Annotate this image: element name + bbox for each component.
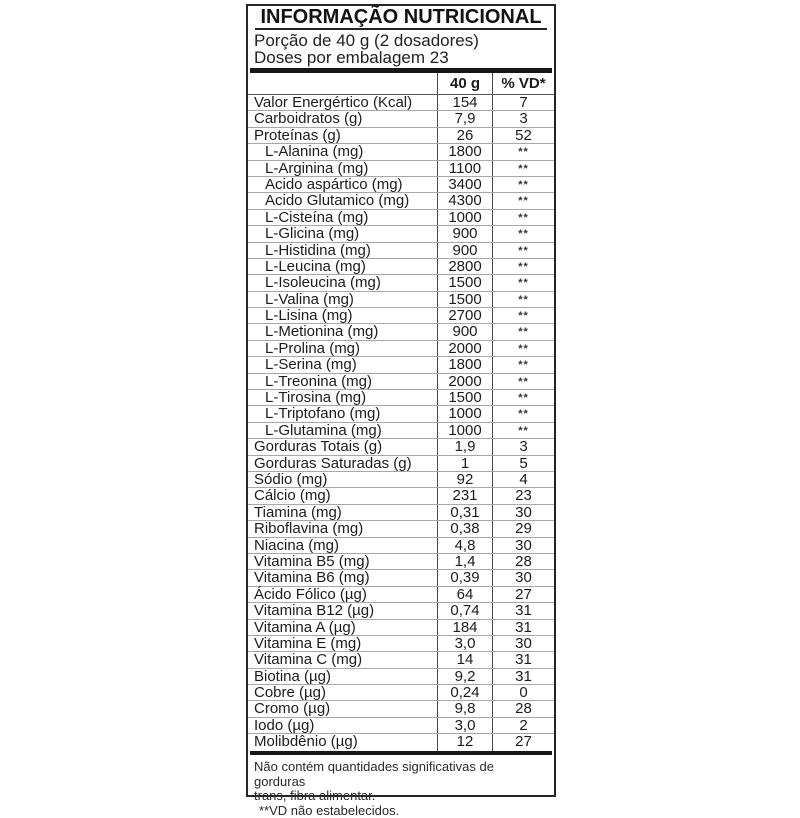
table-row [248, 341, 554, 357]
nutrient-label: L-Glutamina (mg) [248, 423, 437, 438]
table-row [248, 603, 554, 619]
nutrient-dv: 30 [492, 636, 554, 651]
table-row [248, 521, 554, 537]
nutrient-amount: 2000 [437, 341, 492, 356]
nutrient-dv: 28 [492, 554, 554, 569]
table-row [248, 128, 554, 144]
nutrient-label: Gorduras Saturadas (g) [248, 456, 437, 471]
nutrient-label: Vitamina A (µg) [248, 620, 437, 635]
nutrient-amount: 900 [437, 324, 492, 339]
table-row [248, 538, 554, 554]
nutrient-amount: 14 [437, 652, 492, 667]
table-row [248, 210, 554, 226]
nutrient-dv: ** [492, 275, 554, 290]
table-row [248, 292, 554, 308]
nutrient-dv: 30 [492, 505, 554, 520]
nutrient-amount: 900 [437, 243, 492, 258]
table-row [248, 193, 554, 209]
nutrient-amount: 1000 [437, 406, 492, 421]
nutrient-dv: 30 [492, 538, 554, 553]
nutrient-label: Cobre (µg) [248, 685, 437, 700]
table-row [248, 685, 554, 701]
nutrient-dv: ** [492, 390, 554, 405]
nutrient-amount: 4,8 [437, 538, 492, 553]
table-row [248, 406, 554, 422]
nutrient-dv: ** [492, 243, 554, 258]
nutrient-label: Sódio (mg) [248, 472, 437, 487]
nutrient-label: L-Serina (mg) [248, 357, 437, 372]
nutrient-amount: 0,74 [437, 603, 492, 618]
nutrient-dv: 28 [492, 701, 554, 716]
table-row [248, 357, 554, 373]
nutrient-label: L-Metionina (mg) [248, 324, 437, 339]
table-row [248, 669, 554, 685]
nutrient-dv: 31 [492, 669, 554, 684]
table-row [248, 177, 554, 193]
table-row [248, 472, 554, 488]
table-row [248, 243, 554, 259]
nutrient-amount: 0,38 [437, 521, 492, 536]
column-header-amount: 40 g [437, 73, 492, 94]
nutrient-amount: 154 [437, 95, 492, 110]
nutrient-dv: 3 [492, 439, 554, 454]
nutrient-label: Valor Energértico (Kcal) [248, 95, 437, 110]
footnote-line: **VD não estabelecidos. [254, 804, 548, 818]
nutrient-amount: 9,2 [437, 669, 492, 684]
serving-size-line: Porção de 40 g (2 dosadores) [254, 32, 548, 49]
nutrient-label: L-Prolina (mg) [248, 341, 437, 356]
nutrient-amount: 3,0 [437, 636, 492, 651]
nutrient-dv: ** [492, 161, 554, 176]
nutrient-dv: 23 [492, 488, 554, 503]
nutrient-dv: 7 [492, 95, 554, 110]
nutrient-label: Cromo (µg) [248, 701, 437, 716]
nutrient-dv: ** [492, 324, 554, 339]
table-row [248, 620, 554, 636]
nutrient-label: L-Glicina (mg) [248, 226, 437, 241]
nutrient-amount: 3400 [437, 177, 492, 192]
nutrient-label: Vitamina E (mg) [248, 636, 437, 651]
table-row [248, 111, 554, 127]
nutrient-dv: ** [492, 144, 554, 159]
table-row [248, 701, 554, 717]
nutrient-label: Biotina (µg) [248, 669, 437, 684]
nutrient-dv: 27 [492, 734, 554, 750]
nutrient-amount: 1000 [437, 210, 492, 225]
table-row [248, 652, 554, 668]
nutrient-label: Ácido Fólico (µg) [248, 587, 437, 602]
nutrient-amount: 1500 [437, 390, 492, 405]
nutrient-label: L-Isoleucina (mg) [248, 275, 437, 290]
table-row [248, 587, 554, 603]
nutrient-amount: 26 [437, 128, 492, 143]
table-row [248, 734, 554, 750]
nutrient-amount: 1000 [437, 423, 492, 438]
nutrient-amount: 1,9 [437, 439, 492, 454]
nutrient-label: Carboidratos (g) [248, 111, 437, 126]
nutrient-amount: 64 [437, 587, 492, 602]
nutrient-amount: 1100 [437, 161, 492, 176]
nutrition-facts-table [246, 4, 556, 797]
nutrient-dv: ** [492, 210, 554, 225]
nutrient-dv: ** [492, 308, 554, 323]
nutrient-dv: ** [492, 406, 554, 421]
nutrient-label: Vitamina B5 (mg) [248, 554, 437, 569]
nutrient-label: Iodo (µg) [248, 718, 437, 733]
nutrient-label: Vitamina B12 (µg) [248, 603, 437, 618]
nutrient-dv: 52 [492, 128, 554, 143]
nutrient-dv: 31 [492, 620, 554, 635]
footnote-line: Não contém quantidades significativas de gorduras [254, 760, 548, 789]
nutrient-amount: 231 [437, 488, 492, 503]
nutrient-dv: 27 [492, 587, 554, 602]
nutrient-dv: ** [492, 193, 554, 208]
nutrient-label: L-Histidina (mg) [248, 243, 437, 258]
nutrient-label: L-Cisteína (mg) [248, 210, 437, 225]
table-row [248, 275, 554, 291]
table-row [248, 423, 554, 439]
table-row [248, 161, 554, 177]
nutrient-amount: 9,8 [437, 701, 492, 716]
nutrient-amount: 92 [437, 472, 492, 487]
table-row [248, 488, 554, 504]
table-row [248, 259, 554, 275]
nutrient-amount: 1,4 [437, 554, 492, 569]
table-row [248, 226, 554, 242]
nutrient-dv: 2 [492, 718, 554, 733]
nutrient-dv: ** [492, 374, 554, 389]
table-row [248, 95, 554, 111]
nutrient-dv: ** [492, 259, 554, 274]
nutrient-label: L-Arginina (mg) [248, 161, 437, 176]
nutrient-amount: 3,0 [437, 718, 492, 733]
nutrient-dv: ** [492, 357, 554, 372]
nutrient-amount: 7,9 [437, 111, 492, 126]
nutrient-label: Cálcio (mg) [248, 488, 437, 503]
table-row [248, 718, 554, 734]
nutrient-label: Molibdênio (µg) [248, 734, 437, 750]
nutrient-label: Acido aspártico (mg) [248, 177, 437, 192]
table-row [248, 505, 554, 521]
nutrient-amount: 1500 [437, 275, 492, 290]
nutrient-label: L-Alanina (mg) [248, 144, 437, 159]
nutrient-amount: 2800 [437, 259, 492, 274]
table-row [248, 456, 554, 472]
nutrient-dv: 31 [492, 652, 554, 667]
nutrient-dv: ** [492, 423, 554, 438]
nutrient-amount: 1800 [437, 144, 492, 159]
nutrient-dv: ** [492, 292, 554, 307]
nutrient-dv: 0 [492, 685, 554, 700]
table-row [248, 324, 554, 340]
nutrient-label: Vitamina C (mg) [248, 652, 437, 667]
nutrient-amount: 4300 [437, 193, 492, 208]
nutrient-amount: 0,24 [437, 685, 492, 700]
nutrient-amount: 1 [437, 456, 492, 471]
nutrient-dv: 31 [492, 603, 554, 618]
nutrient-amount: 184 [437, 620, 492, 635]
table-row [248, 636, 554, 652]
table-row [248, 144, 554, 160]
nutrient-label: Acido Glutamico (mg) [248, 193, 437, 208]
table-row [248, 374, 554, 390]
nutrient-label: L-Leucina (mg) [248, 259, 437, 274]
nutrient-dv: ** [492, 341, 554, 356]
table-row [248, 570, 554, 586]
nutrient-amount: 900 [437, 226, 492, 241]
footnotes [248, 755, 554, 818]
nutrient-label: L-Lisina (mg) [248, 308, 437, 323]
table-row [248, 439, 554, 455]
nutrient-label: L-Valina (mg) [248, 292, 437, 307]
nutrient-label: L-Triptofano (mg) [248, 406, 437, 421]
nutrient-amount: 1800 [437, 357, 492, 372]
table-row [248, 390, 554, 406]
table-row [248, 554, 554, 570]
nutrient-amount: 0,31 [437, 505, 492, 520]
nutrient-amount: 2000 [437, 374, 492, 389]
nutrient-dv: 4 [492, 472, 554, 487]
nutrient-amount: 0,39 [437, 570, 492, 585]
nutrient-label: Proteínas (g) [248, 128, 437, 143]
nutrient-label: L-Tirosina (mg) [248, 390, 437, 405]
nutrient-label: Riboflavina (mg) [248, 521, 437, 536]
column-header-nutrient [248, 73, 437, 94]
nutrient-dv: ** [492, 226, 554, 241]
servings-per-package-line: Doses por embalagem 23 [254, 49, 548, 66]
table-row [248, 308, 554, 324]
column-header-row [248, 73, 554, 95]
nutrient-dv: 5 [492, 456, 554, 471]
nutrient-dv: 3 [492, 111, 554, 126]
table-title: INFORMAÇÃO NUTRICIONAL [248, 6, 554, 28]
nutrient-label: Vitamina B6 (mg) [248, 570, 437, 585]
nutrient-dv: 30 [492, 570, 554, 585]
column-header-dv: % VD* [492, 73, 554, 94]
nutrient-label: Tiamina (mg) [248, 505, 437, 520]
nutrient-dv: ** [492, 177, 554, 192]
nutrient-label: Niacina (mg) [248, 538, 437, 553]
table-body [248, 95, 554, 751]
nutrient-amount: 1500 [437, 292, 492, 307]
footnote-line: trans, fibra alimentar. [254, 789, 548, 804]
nutrient-label: L-Treonina (mg) [248, 374, 437, 389]
nutrient-dv: 29 [492, 521, 554, 536]
nutrient-label: Gorduras Totais (g) [248, 439, 437, 454]
nutrient-amount: 2700 [437, 308, 492, 323]
nutrient-amount: 12 [437, 734, 492, 750]
serving-info [248, 30, 554, 66]
